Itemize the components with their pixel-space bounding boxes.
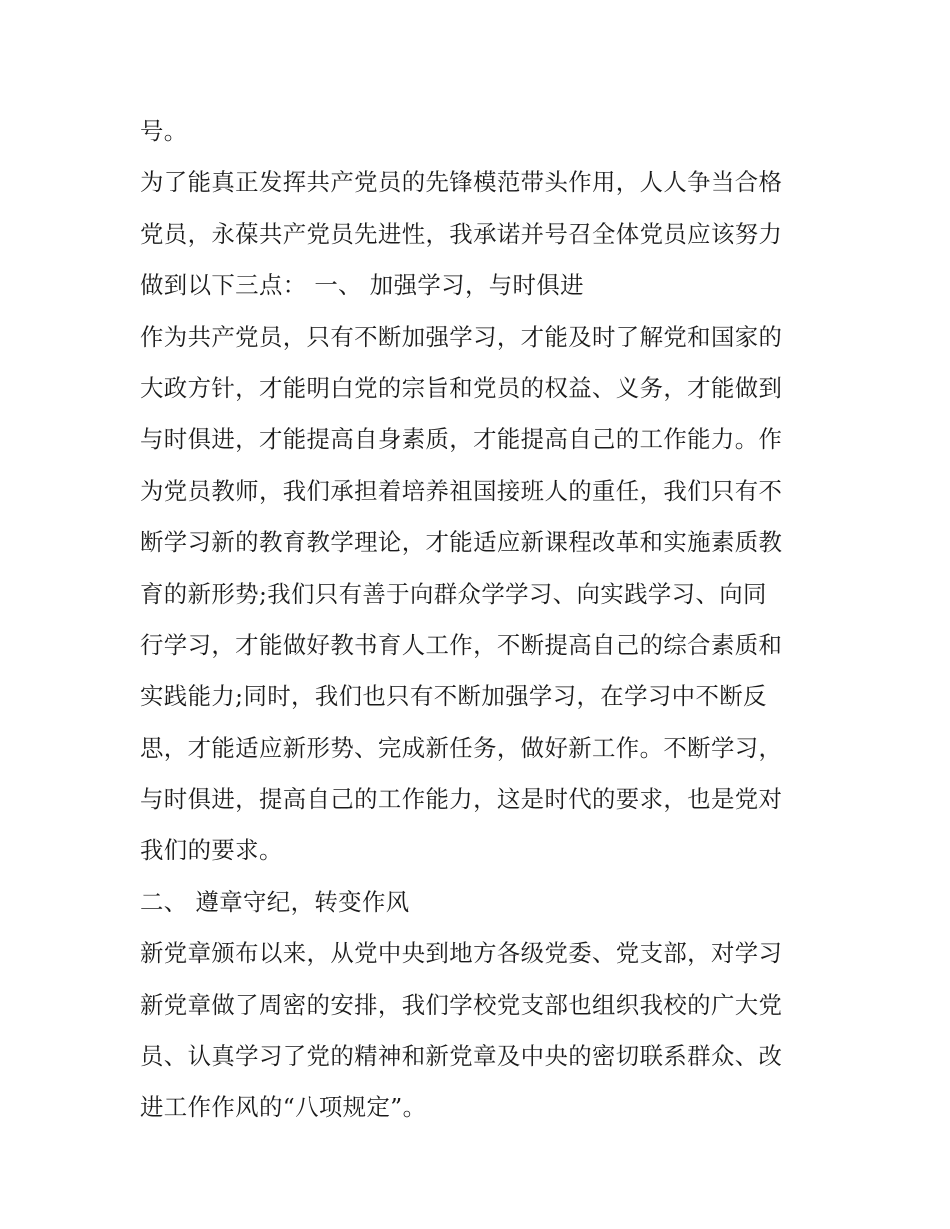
body-text <box>140 106 830 1134</box>
text-line: 与时俱进，才能提高自身素质，才能提高自己的工作能力。作 <box>140 425 783 454</box>
text-line: 新党章颁布以来，从党中央到地方各级党委、党支部，对学习 <box>140 939 783 968</box>
text-line: 为了能真正发挥共产党员的先锋模范带头作用，人人争当合格 <box>140 168 783 197</box>
text-line: 党员，永葆共产党员先进性，我承诺并号召全体党员应该努力 <box>140 219 783 248</box>
text-line: 我们的要求。 <box>140 836 283 865</box>
section-heading: 二、 遵章守纪，转变作风 <box>140 887 410 916</box>
text-line: 大政方针，才能明白党的宗旨和党员的权益、义务，才能做到 <box>140 373 783 402</box>
text-line: 实践能力;同时，我们也只有不断加强学习，在学习中不断反 <box>140 682 767 711</box>
text-line: 号。 <box>140 117 188 145</box>
text-line: 育的新形势;我们只有善于向群众学学习、向实践学习、向同 <box>140 579 767 608</box>
text-line: 断学习新的教育教学理论，才能适应新课程改革和实施素质教 <box>140 528 783 557</box>
text-line: 员、认真学习了党的精神和新党章及中央的密切联系群众、改 <box>140 1042 783 1071</box>
text-line: 与时俱进，提高自己的工作能力，这是时代的要求，也是党对 <box>140 785 783 814</box>
text-line: 进工作作风的“八项规定”。 <box>140 1093 427 1122</box>
text-line: 作为共产党员，只有不断加强学习，才能及时了解党和国家的 <box>140 322 783 351</box>
text-line: 行学习，才能做好教书育人工作，不断提高自己的综合素质和 <box>140 630 783 659</box>
text-line: 做到以下三点： 一、 加强学习，与时俱进 <box>140 271 584 300</box>
text-line: 为党员教师，我们承担着培养祖国接班人的重任，我们只有不 <box>140 476 783 505</box>
text-line: 思，才能适应新形势、完成新任务，做好新工作。不断学习， <box>140 733 783 762</box>
text-line: 新党章做了周密的安排，我们学校党支部也组织我校的广大党 <box>140 990 783 1019</box>
